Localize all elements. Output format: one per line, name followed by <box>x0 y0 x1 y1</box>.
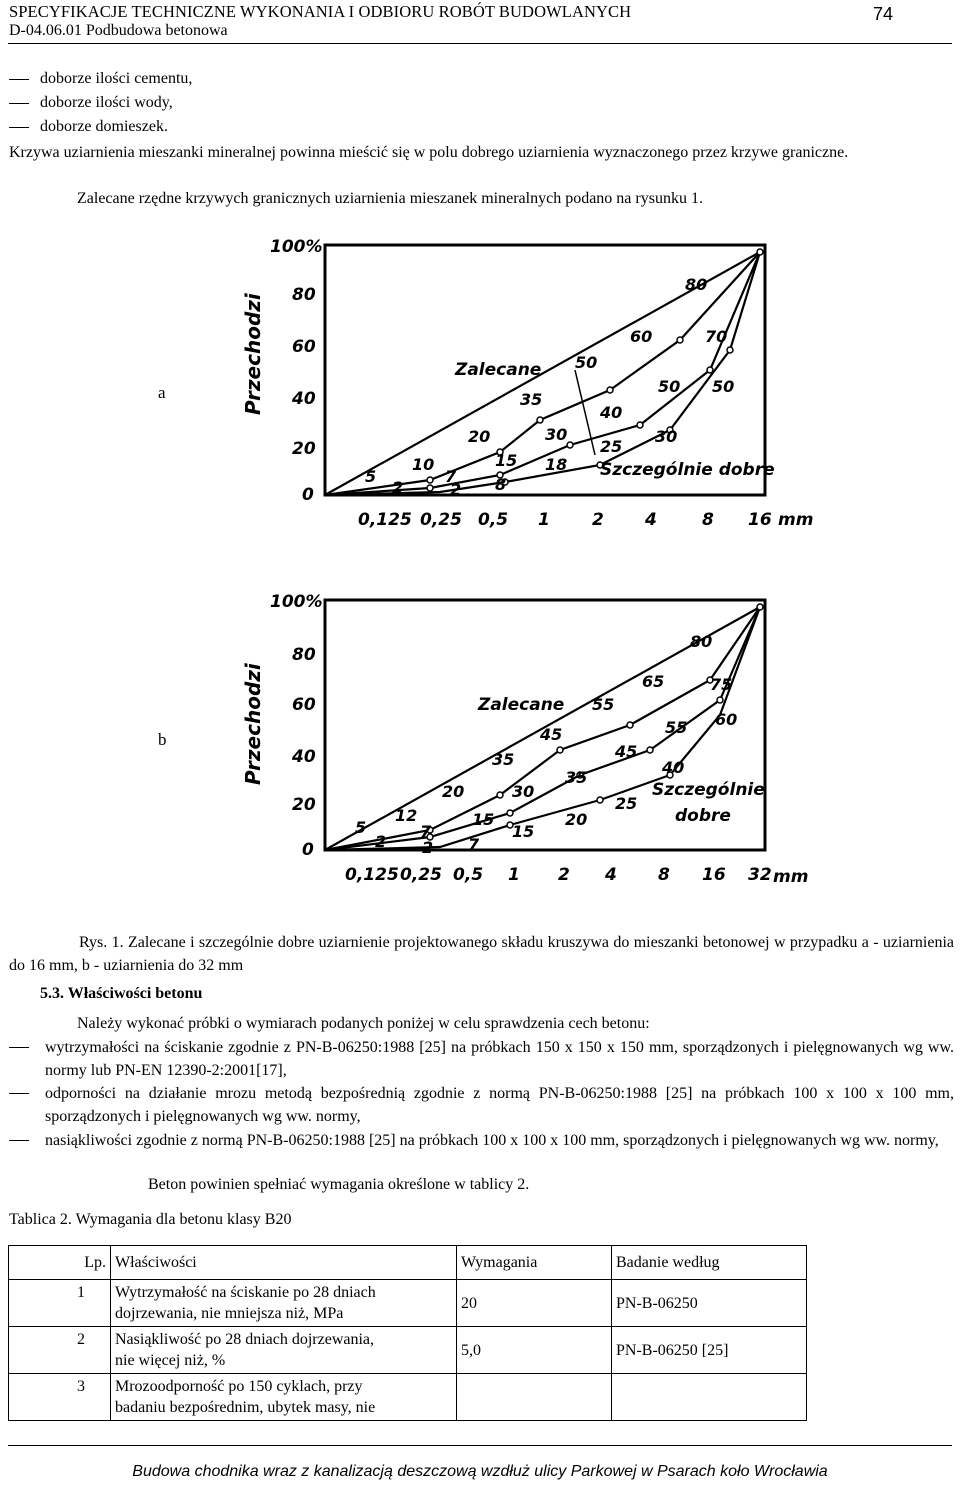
chart-a-x-tick: 8 <box>702 510 714 530</box>
chart-a-point-label: 10 <box>412 455 435 474</box>
chart-a-point-label: 50 <box>658 377 681 396</box>
property-line: dojrzewania, nie mniejsza niż, MPa <box>115 1305 344 1322</box>
paragraph-grading-curve: Krzywa uziarnienia mieszanki mineralnej powinna mieścić się w polu dobrego uziarnienia wyznaczonego przez krzywe graniczne. <box>9 144 849 161</box>
requirement-list-item <box>9 1036 954 1082</box>
chart-b-point-label: 20 <box>565 810 588 829</box>
property-cell <box>111 1280 457 1327</box>
chart-b-markers <box>427 604 763 840</box>
dash-marker <box>9 1047 29 1048</box>
bullet-text: doborze domieszek. <box>40 118 168 135</box>
chart-a-point-label: 18 <box>545 455 568 474</box>
chart-b-point-label: 60 <box>715 710 738 729</box>
chart-b-point-label: 35 <box>492 750 515 769</box>
table-row <box>9 1374 807 1421</box>
chart-a-point-label: 2 <box>450 480 462 499</box>
chart-a-x-tick: 0,125 <box>358 510 412 530</box>
chart-b-y-tick: 0 <box>302 840 314 860</box>
document-header-title: SPECYFIKACJE TECHNICZNE WYKONANIA I ODBIORU ROBÓT BUDOWLANYCH <box>9 2 632 21</box>
chart-a-x-tick: 0,5 <box>478 510 509 530</box>
chart-b-y-tick: 40 <box>292 747 316 767</box>
bullet-text: doborze ilości wody, <box>40 94 173 111</box>
chart-a-x-tick: 1 <box>538 510 550 530</box>
chart-a-point-label: 70 <box>705 327 728 346</box>
chart-b-point-label: 12 <box>395 806 418 825</box>
requirement-cell: 5,0 <box>457 1327 612 1374</box>
row-number-cell: 1 <box>9 1280 111 1327</box>
header-cell: Badanie według <box>612 1246 807 1280</box>
header-cell: Lp. <box>9 1246 111 1280</box>
chart-a-zone-label: Szczególnie dobre <box>600 460 775 480</box>
chart-a-y-tick: 0 <box>302 485 314 505</box>
property-line: Nasiąkliwość po 28 dniach dojrzewania, <box>115 1331 375 1348</box>
chart-b-point-label: 15 <box>472 810 495 829</box>
chart-a-y-tick: 60 <box>292 337 316 357</box>
figure-b-letter: b <box>158 730 167 749</box>
chart-b-y-label: Przechodzi <box>241 663 265 785</box>
dash-marker <box>9 79 29 80</box>
chart-a-x-unit: mm <box>778 510 814 530</box>
property-cell <box>111 1374 457 1421</box>
intro-bullet <box>9 116 949 137</box>
requirement-cell: 20 <box>457 1280 612 1327</box>
chart-b-zone-label: Szczególnie <box>652 780 765 800</box>
chart-b-x-tick: 1 <box>508 865 520 885</box>
chart-a-y-tick: 80 <box>292 285 316 305</box>
chart-a-point-label: 60 <box>630 327 653 346</box>
chart-b-point-label: 45 <box>615 742 638 761</box>
dash-marker <box>9 1140 29 1141</box>
chart-b-x-tick: 0,125 <box>345 865 399 885</box>
chart-a-point-label: 30 <box>655 427 678 446</box>
test-standard-cell: PN-B-06250 <box>612 1280 807 1327</box>
chart-b-y-tick: 20 <box>292 795 316 815</box>
document-header-subtitle: D-04.06.01 Podbudowa betonowa <box>9 22 228 39</box>
chart-b-y-tick: 60 <box>292 695 316 715</box>
list-item-text: odporności na działanie mrozu metodą bezpośrednią zgodnie z normą PN-B-06250:1988 [25] na próbkach 100 x 100 x 100 mm, sporządzonych i pielęgnowanych wg ww. normy, <box>45 1085 954 1125</box>
property-line: nie więcej niż, % <box>115 1352 226 1369</box>
chart-b-x-tick: 8 <box>658 865 670 885</box>
chart-b-x-tick: 2 <box>558 865 570 885</box>
chart-b-x-tick: 0,25 <box>400 865 442 885</box>
chart-a-point-label: 20 <box>468 427 491 446</box>
intro-bullet <box>9 68 949 89</box>
section-note: Beton powinien spełniać wymagania określone w tablicy 2. <box>148 1176 530 1193</box>
chart-b-point-label: 35 <box>565 768 588 787</box>
chart-a-y-tick: 20 <box>292 439 316 459</box>
dash-marker <box>9 127 29 128</box>
chart-a-point-label: 40 <box>600 403 623 422</box>
chart-b-point-label: 65 <box>642 672 665 691</box>
header-cell: Właściwości <box>111 1246 457 1280</box>
header-cell: Wymagania <box>457 1246 612 1280</box>
chart-b-point-label: 15 <box>512 822 535 841</box>
chart-b-point-label: 7 <box>420 822 432 841</box>
chart-a-zone-label: Zalecane <box>455 360 542 380</box>
intro-bullet <box>9 92 949 113</box>
requirement-list-item <box>9 1129 954 1152</box>
requirement-cell <box>457 1374 612 1421</box>
chart-b-zone-label: dobre <box>675 806 731 826</box>
chart-b-y-tick: 80 <box>292 645 316 665</box>
table-title: Tablica 2. Wymagania dla betonu klasy B20 <box>9 1211 292 1228</box>
chart-a-x-tick: 0,25 <box>420 510 462 530</box>
dash-marker <box>9 1093 29 1094</box>
chart-b-point-label: 55 <box>592 695 615 714</box>
figure-caption: Rys. 1. Zalecane i szczególnie dobre uziarnienie projektowanego składu kruszywa do mieszanki betonowej w przypadku a - uziarnienia do 16 mm, b - uziarnienia do 32 mm <box>9 934 954 974</box>
table-header-row <box>9 1246 807 1280</box>
grading-chart-b <box>240 585 830 895</box>
document-footer: Budowa chodnika wraz z kanalizacją deszczową wzdłuż ulicy Parkowej w Psarach koło Wrocławia <box>132 1463 828 1480</box>
chart-b-point-label: 55 <box>665 718 688 737</box>
property-line: Wytrzymałość na ściskanie po 28 dniach <box>115 1284 376 1301</box>
chart-b-point-label: 20 <box>442 782 465 801</box>
table-row <box>9 1280 807 1327</box>
section-heading <box>40 985 202 1003</box>
chart-b-y-tick: 100% <box>270 592 323 612</box>
figure-a-letter: a <box>158 383 166 402</box>
chart-b-point-label: 2 <box>422 838 434 857</box>
chart-a-point-label: 35 <box>520 390 543 409</box>
requirements-table <box>8 1245 807 1421</box>
chart-b-x-tick: 16 <box>702 865 726 885</box>
chart-a-y-tick: 40 <box>292 389 316 409</box>
paragraph-figure-reference: Zalecane rzędne krzywych granicznych uziarnienia mieszanek mineralnych podano na rysunku 1. <box>77 190 703 207</box>
chart-a-point-label: 80 <box>685 275 708 294</box>
chart-b-point-label: 45 <box>540 725 563 744</box>
dash-marker <box>9 103 29 104</box>
header-divider <box>8 43 952 44</box>
chart-b-point-label: 2 <box>375 832 387 851</box>
chart-a-y-tick: 100% <box>270 237 323 257</box>
section-title: Właściwości betonu <box>67 985 203 1002</box>
chart-b-x-unit: mm <box>773 867 809 887</box>
chart-a-point-label: 15 <box>495 451 518 470</box>
chart-b-x-tick: 32 <box>748 865 772 885</box>
chart-a-point-label: 50 <box>712 377 735 396</box>
chart-a-x-tick: 16 <box>748 510 772 530</box>
requirement-list-item <box>9 1082 954 1128</box>
page-number: 74 <box>872 4 893 24</box>
table-row <box>9 1327 807 1374</box>
chart-b-point-label: 80 <box>690 632 713 651</box>
test-standard-cell: PN-B-06250 [25] <box>612 1327 807 1374</box>
section-intro: Należy wykonać próbki o wymiarach podanych poniżej w celu sprawdzenia cech betonu: <box>77 1015 650 1032</box>
property-line: badaniu bezpośrednim, ubytek masy, nie <box>115 1399 376 1416</box>
chart-b-zone-label: Zalecane <box>478 695 565 715</box>
chart-a-point-label: 2 <box>392 478 404 497</box>
grading-chart-a <box>240 230 830 540</box>
property-line: Mrozoodporność po 150 cyklach, przy <box>115 1378 363 1395</box>
property-cell <box>111 1327 457 1374</box>
chart-a-point-label: 50 <box>575 353 598 372</box>
bullet-text: doborze ilości cementu, <box>40 70 193 87</box>
chart-a-x-tick: 2 <box>592 510 604 530</box>
test-standard-cell <box>612 1374 807 1421</box>
chart-a-point-label: 5 <box>365 467 377 486</box>
chart-b-point-label: 30 <box>512 782 535 801</box>
chart-a-point-label: 30 <box>545 425 568 444</box>
chart-a-x-tick: 4 <box>645 510 657 530</box>
row-number-cell: 3 <box>9 1374 111 1421</box>
chart-b-point-label: 7 <box>468 835 480 854</box>
list-item-text: nasiąkliwości zgodnie z normą PN-B-06250:1988 [25] na próbkach 100 x 100 x 100 mm, sporządzonych i pielęgnowanych wg ww. normy, <box>45 1132 939 1149</box>
list-item-text: wytrzymałości na ściskanie zgodnie z PN-B-06250:1988 [25] na próbkach 150 x 150 x 150 mm, sporządzonych i pielęgnowanych wg ww. normy lub PN-EN 12390-2:2001[17], <box>45 1039 954 1079</box>
section-number: 5.3. <box>40 985 64 1002</box>
row-number-cell: 2 <box>9 1327 111 1374</box>
chart-a-point-label: 7 <box>445 467 457 486</box>
chart-b-x-tick: 4 <box>605 865 617 885</box>
chart-b-point-label: 25 <box>615 794 638 813</box>
chart-a-y-label: Przechodzi <box>241 293 265 415</box>
chart-b-point-label: 5 <box>355 818 367 837</box>
chart-b-point-label: 40 <box>662 758 685 777</box>
chart-b-x-tick: 0,5 <box>453 865 484 885</box>
chart-b-point-label: 75 <box>710 675 733 694</box>
chart-a-point-label: 8 <box>495 475 507 494</box>
footer-divider <box>8 1445 952 1446</box>
chart-a-point-label: 25 <box>600 437 623 456</box>
